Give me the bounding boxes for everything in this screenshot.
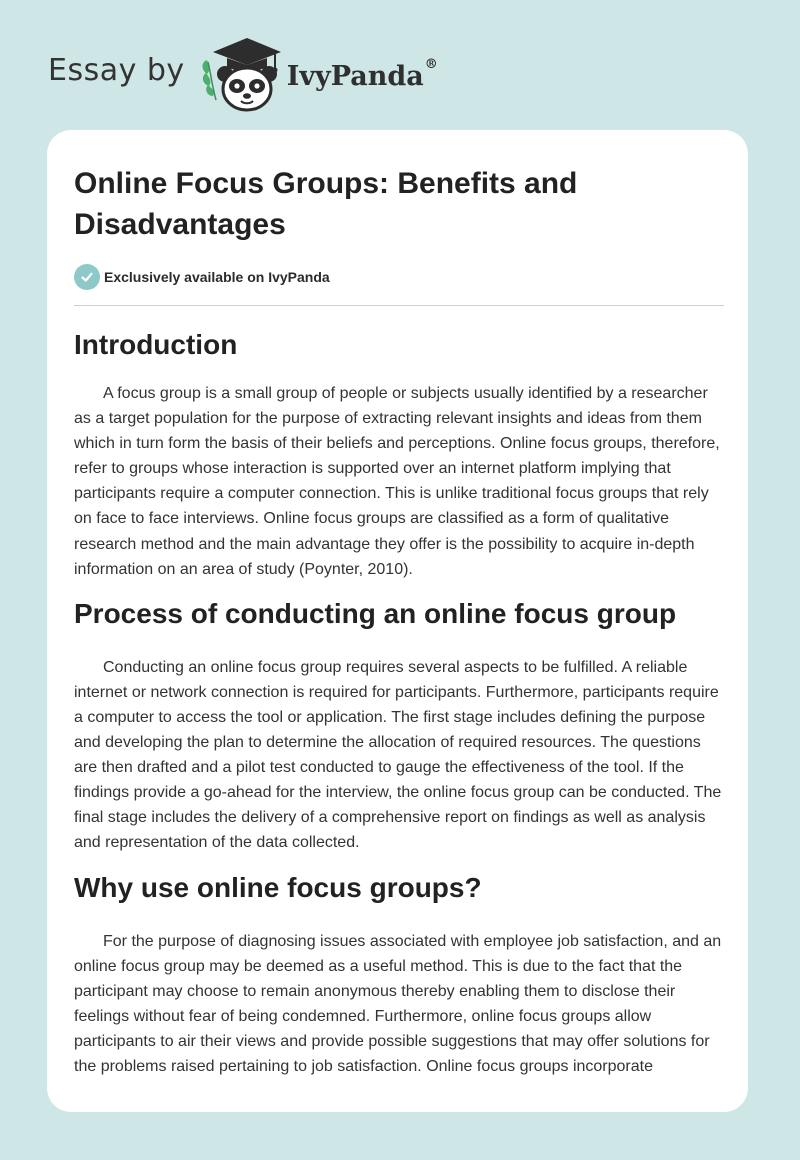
- section-heading-process: Process of conducting an online focus group: [74, 597, 677, 629]
- section-heading-why-use: Why use online focus groups?: [74, 871, 482, 903]
- trademark-symbol: ®: [424, 56, 438, 72]
- essay-content: [74, 163, 724, 1079]
- section-paragraph-why-use: For the purpose of diagnosing issues associated with employee job satisfaction, and an online focus group may be deemed as a useful method. This is due to the fact that the participant may choose to remain anonymous thereby enabling them to disclose their feelings without fear of being condemned. Furthermore, online focus groups allow participants to air their views and provide possible suggestions that may offer solutions for the problems raised pertaining to job satisfaction. Online focus groups incorporate: [74, 932, 722, 1075]
- panda-graduate-icon[interactable]: [199, 34, 283, 114]
- section-paragraph-process: Conducting an online focus group requires several aspects to be fulfilled. A reliable internet or network connection is required for participants. Furthermore, participants require a computer to access the tool or application. The first stage includes defining the purpose and developing the plan to determine the allocation of required resources. The questions are then drafted and a pilot test conducted to gauge the effectiveness of the tool. If the findings provide a go-ahead for the interview, the online focus group can be conducted. The final stage includes the delivery of a comprehensive report on findings as well as analysis and representation of the data collected.: [74, 658, 722, 852]
- essay-card: [47, 130, 748, 1112]
- check-icon: [74, 264, 100, 290]
- ivy-leaf-icon: [202, 60, 216, 100]
- exclusive-badge: [74, 264, 724, 290]
- brand-name[interactable]: [286, 56, 438, 92]
- site-header: [48, 34, 438, 114]
- section-paragraph-introduction: A focus group is a small group of people or subjects usually identified by a researcher as a target population for the purpose of extracting relevant insights and ideas from them which in turn form the basis of their beliefs and perceptions. Online focus groups, therefore, refer to groups whose interaction is supported over an internet platform implying that participants require a computer connection. This is unlike traditional focus groups that rely on face to face interviews. Online focus groups are classified as a form of qualitative research method and the main advantage they offer is the possibility to acquire in-depth information on an area of study (Poynter, 2010).: [74, 385, 720, 578]
- section-heading-introduction: Introduction: [74, 329, 238, 360]
- brand-name-text: IvyPanda: [286, 60, 424, 92]
- brand-prefix: Essay by: [48, 52, 185, 88]
- badge-text: Exclusively available on IvyPanda: [104, 269, 330, 285]
- page-title: Online Focus Groups: Benefits and Disadvantages: [74, 167, 578, 241]
- title-divider: [74, 305, 724, 306]
